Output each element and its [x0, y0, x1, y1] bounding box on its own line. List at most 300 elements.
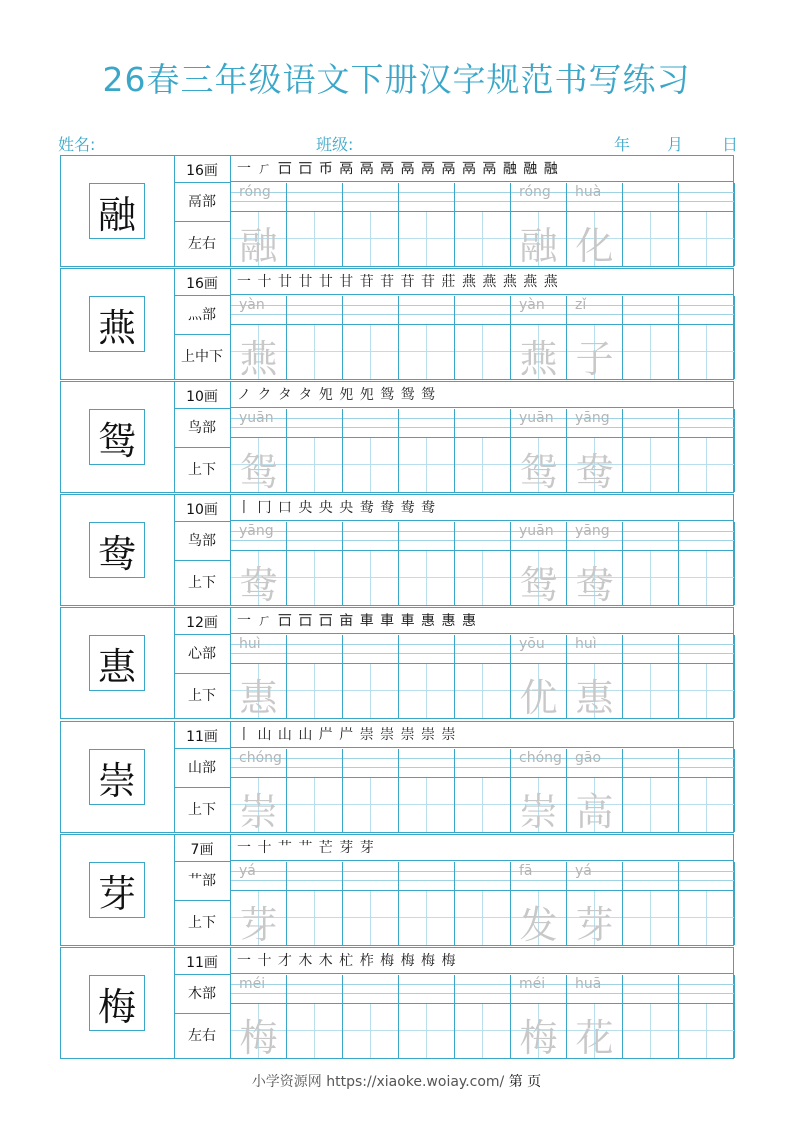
pinyin-lines — [231, 975, 286, 1004]
trace-character: 芽 — [575, 903, 614, 947]
pinyin-lines — [567, 975, 622, 1004]
pinyin-lines — [623, 409, 678, 438]
writing-cell[interactable] — [231, 409, 287, 492]
pinyin-lines — [623, 296, 678, 325]
tian-grid — [399, 551, 454, 605]
tian-grid — [231, 1004, 286, 1058]
stroke-count: 10画 — [174, 386, 230, 409]
pinyin-lines — [455, 183, 510, 212]
pinyin-lines — [399, 409, 454, 438]
writing-cell[interactable] — [231, 635, 287, 718]
model-character: 燕 — [89, 296, 145, 352]
tian-grid — [231, 664, 286, 718]
pinyin-lines — [623, 183, 678, 212]
writing-cell[interactable] — [455, 183, 511, 266]
trace-pinyin: yōu — [519, 636, 545, 652]
writing-cells — [231, 635, 735, 718]
tian-grid — [511, 212, 566, 266]
stroke-count: 11画 — [174, 952, 230, 975]
character-info — [174, 269, 231, 379]
writing-cell[interactable] — [287, 862, 343, 945]
tian-grid — [455, 664, 510, 718]
structure: 上下 — [188, 688, 216, 704]
pinyin-lines — [399, 296, 454, 325]
writing-cell[interactable] — [567, 975, 623, 1058]
writing-cell[interactable] — [567, 183, 623, 266]
trace-character: 化 — [575, 224, 614, 268]
structure: 上下 — [188, 915, 216, 931]
tian-grid — [287, 778, 342, 832]
writing-cell[interactable] — [399, 975, 455, 1058]
trace-character: 梅 — [239, 1016, 278, 1060]
tian-grid — [231, 778, 286, 832]
model-character: 融 — [89, 183, 145, 239]
stroke-order: 一 十 艹 艹 芒 芽 芽 — [231, 835, 734, 861]
writing-cell[interactable] — [399, 522, 455, 605]
writing-cell[interactable] — [399, 296, 455, 379]
tian-grid — [343, 664, 398, 718]
tian-grid — [455, 778, 510, 832]
pinyin-lines — [399, 862, 454, 891]
pinyin-lines — [511, 409, 566, 438]
day-label: 日 — [722, 135, 739, 154]
writing-cell[interactable] — [567, 635, 623, 718]
writing-cell[interactable] — [399, 183, 455, 266]
tian-grid — [623, 438, 678, 492]
structure: 上中下 — [181, 349, 223, 365]
writing-cell[interactable] — [287, 975, 343, 1058]
writing-cell[interactable] — [343, 296, 399, 379]
trace-character: 融 — [519, 224, 558, 268]
writing-cells — [231, 296, 735, 379]
trace-pinyin: róng — [239, 184, 271, 200]
stroke-count: 10画 — [174, 499, 230, 522]
tian-grid — [567, 325, 622, 379]
pinyin-lines — [343, 749, 398, 778]
pinyin-lines — [679, 522, 734, 551]
pinyin-lines — [455, 975, 510, 1004]
pinyin-lines — [511, 975, 566, 1004]
tian-grid — [231, 325, 286, 379]
tian-grid — [455, 1004, 510, 1058]
tian-grid — [567, 212, 622, 266]
radical: 山部 — [174, 749, 230, 788]
writing-cell[interactable] — [287, 409, 343, 492]
structure: 上下 — [188, 575, 216, 591]
character-row — [60, 721, 734, 833]
trace-pinyin: fā — [519, 863, 533, 879]
trace-character: 燕 — [239, 337, 278, 381]
tian-grid — [343, 325, 398, 379]
tian-grid — [287, 438, 342, 492]
writing-cell[interactable] — [287, 749, 343, 832]
stroke-count: 16画 — [174, 273, 230, 296]
character-info — [174, 382, 231, 492]
tian-grid — [399, 212, 454, 266]
structure: 左右 — [188, 1028, 216, 1044]
writing-cell[interactable] — [343, 749, 399, 832]
writing-cell[interactable] — [399, 862, 455, 945]
character-info — [174, 156, 231, 266]
tian-grid — [455, 438, 510, 492]
writing-cell[interactable] — [231, 862, 287, 945]
radical: 心部 — [174, 635, 230, 674]
pinyin-lines — [567, 296, 622, 325]
writing-cell[interactable] — [231, 296, 287, 379]
name-label: 姓名: — [58, 135, 96, 154]
pinyin-lines — [399, 183, 454, 212]
stroke-order: 一 ㄏ 𠮛 𠮛 币 鬲 鬲 鬲 鬲 鬲 鬲 鬲 鬲 融 融 融 — [231, 156, 734, 182]
tian-grid — [455, 551, 510, 605]
writing-cell[interactable] — [343, 183, 399, 266]
writing-cells — [231, 749, 735, 832]
character-row — [60, 381, 734, 493]
tian-grid — [623, 1004, 678, 1058]
pinyin-lines — [455, 409, 510, 438]
model-character: 梅 — [89, 975, 145, 1031]
tian-grid — [567, 551, 622, 605]
tian-grid — [567, 1004, 622, 1058]
year-label: 年 — [614, 135, 631, 154]
pinyin-lines — [567, 409, 622, 438]
writing-cell[interactable] — [679, 409, 735, 492]
student-info-bar — [58, 132, 738, 154]
tian-grid — [511, 438, 566, 492]
writing-cell[interactable] — [287, 183, 343, 266]
model-character: 芽 — [89, 862, 145, 918]
writing-cell[interactable] — [567, 409, 623, 492]
trace-pinyin: huì — [575, 636, 597, 652]
trace-character: 惠 — [575, 676, 614, 720]
writing-cell[interactable] — [343, 635, 399, 718]
writing-cell[interactable] — [399, 635, 455, 718]
writing-cell[interactable] — [567, 862, 623, 945]
pinyin-lines — [287, 749, 342, 778]
tian-grid — [511, 551, 566, 605]
writing-cell[interactable] — [623, 183, 679, 266]
model-character-cell — [61, 156, 175, 266]
character-row — [60, 607, 734, 719]
writing-cell[interactable] — [455, 409, 511, 492]
writing-cell[interactable] — [623, 296, 679, 379]
writing-cell[interactable] — [623, 409, 679, 492]
pinyin-lines — [623, 862, 678, 891]
pinyin-lines — [343, 183, 398, 212]
writing-cells — [231, 183, 735, 266]
radical: 灬部 — [174, 296, 230, 335]
pinyin-lines — [567, 862, 622, 891]
character-row — [60, 155, 734, 267]
pinyin-lines — [623, 975, 678, 1004]
model-character-cell — [61, 495, 175, 605]
trace-pinyin: yuān — [239, 410, 274, 426]
pinyin-lines — [679, 862, 734, 891]
structure: 上下 — [188, 802, 216, 818]
stroke-count: 16画 — [174, 160, 230, 183]
pinyin-lines — [679, 749, 734, 778]
writing-cell[interactable] — [623, 522, 679, 605]
stroke-count: 7画 — [174, 839, 230, 862]
tian-grid — [287, 325, 342, 379]
trace-character: 燕 — [519, 337, 558, 381]
trace-pinyin: yá — [575, 863, 592, 879]
stroke-order: 一 十 才 木 木 杧 柞 梅 梅 梅 梅 — [231, 948, 734, 974]
pinyin-lines — [567, 749, 622, 778]
trace-pinyin: huà — [575, 184, 602, 200]
stroke-count: 11画 — [174, 726, 230, 749]
radical: 艹部 — [174, 862, 230, 901]
stroke-count: 12画 — [174, 612, 230, 635]
writing-cells — [231, 409, 735, 492]
model-character-cell — [61, 608, 175, 718]
tian-grid — [455, 891, 510, 945]
trace-pinyin: yāng — [575, 410, 610, 426]
footer-site: 小学资源网 https://xiaoke.woiay.com/ — [251, 1074, 505, 1090]
character-row — [60, 947, 734, 1059]
trace-character: 惠 — [239, 676, 278, 720]
writing-cell[interactable] — [343, 975, 399, 1058]
pinyin-lines — [679, 409, 734, 438]
tian-grid — [679, 438, 734, 492]
writing-cell[interactable] — [455, 522, 511, 605]
pinyin-lines — [343, 522, 398, 551]
character-row — [60, 494, 734, 606]
writing-cell[interactable] — [455, 635, 511, 718]
model-character: 惠 — [89, 635, 145, 691]
pinyin-lines — [455, 522, 510, 551]
writing-cell[interactable] — [511, 975, 567, 1058]
pinyin-lines — [399, 635, 454, 664]
tian-grid — [399, 438, 454, 492]
character-info — [174, 495, 231, 605]
tian-grid — [231, 891, 286, 945]
character-row — [60, 834, 734, 946]
pinyin-lines — [511, 635, 566, 664]
tian-grid — [567, 891, 622, 945]
writing-cell[interactable] — [679, 975, 735, 1058]
tian-grid — [511, 891, 566, 945]
pinyin-lines — [287, 975, 342, 1004]
writing-cell[interactable] — [511, 183, 567, 266]
trace-character: 崇 — [519, 790, 558, 834]
pinyin-lines — [287, 635, 342, 664]
tian-grid — [679, 212, 734, 266]
model-character-cell — [61, 948, 175, 1058]
stroke-order: ノ ク タ タ 夗 夗 夗 鸳 鸳 鸳 — [231, 382, 734, 408]
pinyin-lines — [455, 862, 510, 891]
tian-grid — [399, 664, 454, 718]
tian-grid — [567, 438, 622, 492]
trace-pinyin: méi — [519, 976, 546, 992]
pinyin-lines — [511, 522, 566, 551]
trace-pinyin: róng — [519, 184, 551, 200]
pinyin-lines — [231, 183, 286, 212]
trace-pinyin: yá — [239, 863, 256, 879]
writing-cell[interactable] — [399, 749, 455, 832]
pinyin-lines — [231, 296, 286, 325]
writing-cell[interactable] — [511, 296, 567, 379]
class-label: 班级: — [316, 135, 354, 154]
writing-cell[interactable] — [679, 296, 735, 379]
writing-cell[interactable] — [343, 862, 399, 945]
trace-character: 梅 — [519, 1016, 558, 1060]
writing-cell[interactable] — [287, 522, 343, 605]
tian-grid — [343, 438, 398, 492]
writing-cell[interactable] — [231, 749, 287, 832]
structure: 上下 — [188, 462, 216, 478]
writing-cell[interactable] — [679, 522, 735, 605]
tian-grid — [567, 664, 622, 718]
trace-character: 鸳 — [239, 450, 278, 494]
tian-grid — [399, 891, 454, 945]
writing-cell[interactable] — [231, 522, 287, 605]
pinyin-lines — [287, 409, 342, 438]
trace-pinyin: yāng — [239, 523, 274, 539]
trace-character: 崇 — [239, 790, 278, 834]
pinyin-lines — [679, 296, 734, 325]
character-row — [60, 268, 734, 380]
tian-grid — [287, 212, 342, 266]
writing-cell[interactable] — [455, 749, 511, 832]
page-number: 第 页 — [508, 1074, 542, 1090]
pinyin-lines — [623, 522, 678, 551]
pinyin-lines — [623, 749, 678, 778]
trace-pinyin: yāng — [575, 523, 610, 539]
trace-pinyin: huā — [575, 976, 602, 992]
pinyin-lines — [287, 183, 342, 212]
tian-grid — [623, 891, 678, 945]
tian-grid — [343, 551, 398, 605]
trace-character: 鸯 — [575, 450, 614, 494]
tian-grid — [455, 212, 510, 266]
pinyin-lines — [567, 522, 622, 551]
writing-cell[interactable] — [343, 522, 399, 605]
writing-cell[interactable] — [567, 749, 623, 832]
radical: 鸟部 — [174, 522, 230, 561]
pinyin-lines — [287, 296, 342, 325]
trace-pinyin: chóng — [239, 750, 282, 766]
page-title: 26春三年级语文下册汉字规范书写练习 — [102, 60, 691, 99]
radical: 木部 — [174, 975, 230, 1014]
model-character-cell — [61, 382, 175, 492]
pinyin-lines — [623, 635, 678, 664]
writing-cell[interactable] — [343, 409, 399, 492]
pinyin-lines — [343, 296, 398, 325]
trace-character: 发 — [519, 903, 558, 947]
writing-cell[interactable] — [623, 862, 679, 945]
writing-cell[interactable] — [679, 183, 735, 266]
model-character-cell — [61, 722, 175, 832]
tian-grid — [399, 1004, 454, 1058]
stroke-order: 一 十 廿 廿 廿 甘 苷 苷 苷 苷 莊 燕 燕 燕 燕 燕 — [231, 269, 734, 295]
writing-cell[interactable] — [399, 409, 455, 492]
writing-cell[interactable] — [623, 975, 679, 1058]
pinyin-lines — [343, 862, 398, 891]
writing-cell[interactable] — [567, 296, 623, 379]
writing-cell[interactable] — [231, 975, 287, 1058]
pinyin-lines — [399, 522, 454, 551]
pinyin-lines — [511, 749, 566, 778]
writing-cell[interactable] — [287, 296, 343, 379]
pinyin-lines — [231, 522, 286, 551]
pinyin-lines — [343, 975, 398, 1004]
pinyin-lines — [231, 635, 286, 664]
pinyin-lines — [399, 975, 454, 1004]
trace-pinyin: gāo — [575, 750, 602, 766]
writing-cell[interactable] — [679, 635, 735, 718]
tian-grid — [231, 212, 286, 266]
trace-character: 鸯 — [575, 563, 614, 607]
tian-grid — [679, 778, 734, 832]
writing-cell[interactable] — [511, 749, 567, 832]
writing-cell[interactable] — [679, 749, 735, 832]
pinyin-lines — [679, 975, 734, 1004]
trace-pinyin: yuān — [519, 523, 554, 539]
writing-cell[interactable] — [511, 862, 567, 945]
trace-pinyin: huì — [239, 636, 261, 652]
pinyin-lines — [231, 749, 286, 778]
tian-grid — [287, 1004, 342, 1058]
character-info — [174, 835, 231, 945]
tian-grid — [567, 778, 622, 832]
writing-cell[interactable] — [623, 749, 679, 832]
tian-grid — [287, 891, 342, 945]
tian-grid — [287, 551, 342, 605]
writing-cell[interactable] — [231, 183, 287, 266]
pinyin-lines — [343, 409, 398, 438]
writing-cells — [231, 975, 735, 1058]
trace-character: 高 — [575, 790, 614, 834]
trace-pinyin: yuān — [519, 410, 554, 426]
pinyin-lines — [511, 862, 566, 891]
writing-cell[interactable] — [567, 522, 623, 605]
trace-character: 鸯 — [239, 563, 278, 607]
trace-character: 子 — [575, 337, 614, 381]
pinyin-lines — [511, 296, 566, 325]
writing-cell[interactable] — [679, 862, 735, 945]
pinyin-lines — [511, 183, 566, 212]
tian-grid — [623, 212, 678, 266]
pinyin-lines — [455, 635, 510, 664]
tian-grid — [679, 551, 734, 605]
pinyin-lines — [455, 296, 510, 325]
trace-pinyin: yàn — [239, 297, 265, 313]
pinyin-lines — [679, 183, 734, 212]
tian-grid — [623, 664, 678, 718]
stroke-order: 一 ㄏ 𠮛 𠮛 𠮛 亩 車 車 車 惠 惠 惠 — [231, 608, 734, 634]
writing-cell[interactable] — [623, 635, 679, 718]
pinyin-lines — [231, 409, 286, 438]
model-character: 崇 — [89, 749, 145, 805]
writing-cell[interactable] — [455, 862, 511, 945]
writing-cell[interactable] — [455, 975, 511, 1058]
writing-cell[interactable] — [287, 635, 343, 718]
tian-grid — [343, 1004, 398, 1058]
pinyin-lines — [287, 522, 342, 551]
tian-grid — [455, 325, 510, 379]
writing-cell[interactable] — [511, 522, 567, 605]
character-info — [174, 948, 231, 1058]
tian-grid — [399, 325, 454, 379]
month-label: 月 — [667, 135, 684, 154]
writing-cell[interactable] — [511, 409, 567, 492]
trace-pinyin: zǐ — [575, 297, 587, 313]
tian-grid — [623, 551, 678, 605]
stroke-order: 丨 冂 口 央 央 央 鸯 鸯 鸯 鸯 — [231, 495, 734, 521]
tian-grid — [231, 551, 286, 605]
writing-cell[interactable] — [455, 296, 511, 379]
writing-cell[interactable] — [511, 635, 567, 718]
